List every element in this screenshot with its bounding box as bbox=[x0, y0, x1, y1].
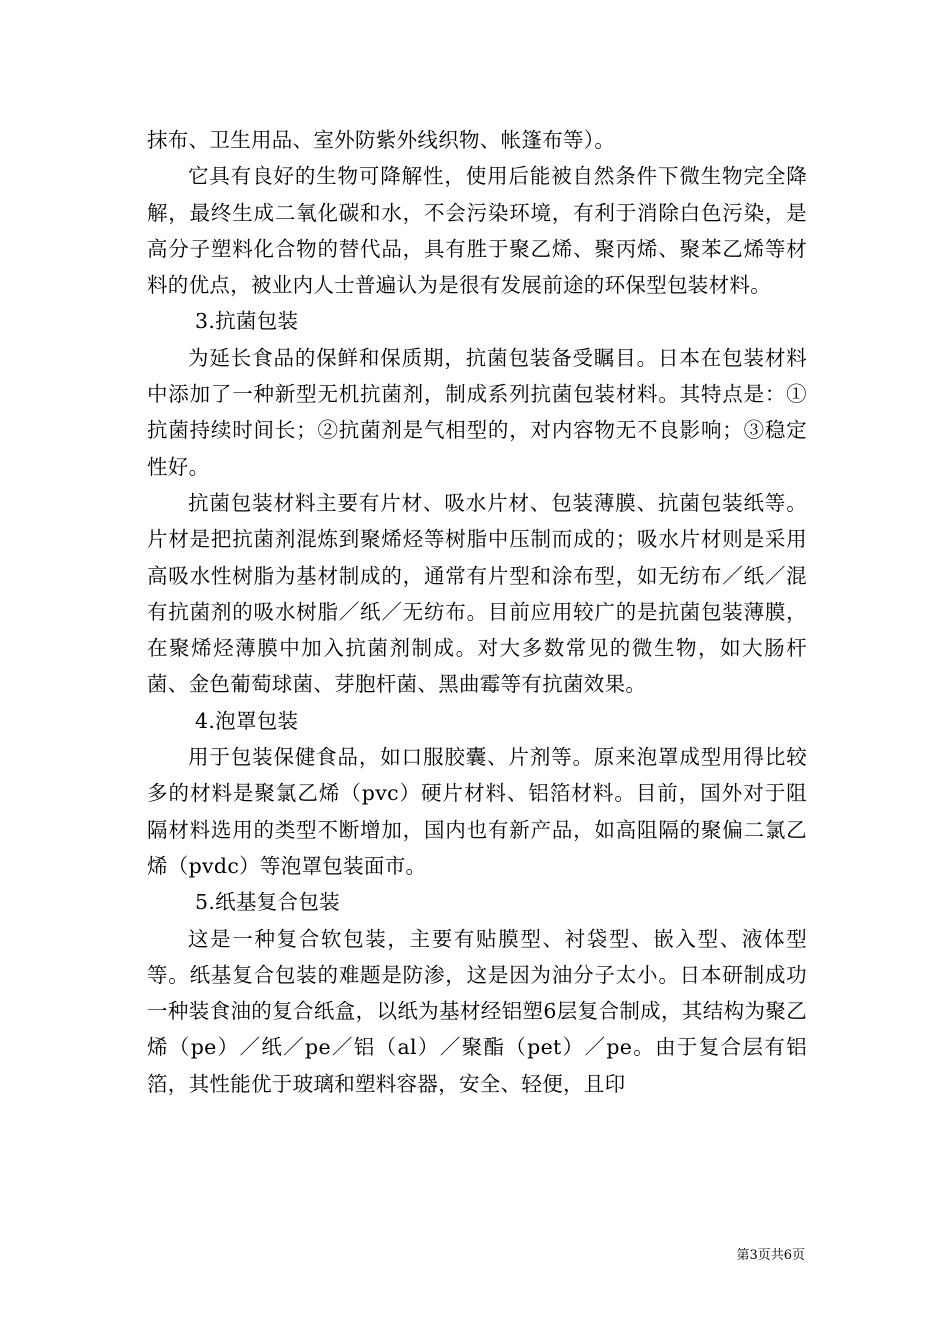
page-number-footer: 第3页共6页 bbox=[736, 1248, 805, 1263]
section-heading-antibacterial: 3.抗菌包装 bbox=[195, 309, 299, 334]
paragraph-antibacterial-intro: 为延长食品的保鲜和保质期，抗菌包装备受瞩目。日本在包装材料中添加了一种新型无机抗菌剂，制成系列抗菌包装材料。其特点是：①抗菌持续时间长；②抗菌剂是气相型的，对内容物无不良影响；③稳定性好。 bbox=[147, 345, 807, 479]
paragraph-continuation: 抹布、卫生用品、室外防紫外线织物、帐篷布等）。 bbox=[147, 128, 616, 152]
paragraph-paper-composite: 这是一种复合软包装，主要有贴膜型、衬袋型、嵌入型、液体型等。纸基复合包装的难题是防渗，这是因为油分子太小。日本研制成功一种装食油的复合纸盒，以纸为基材经铝塑6层复合制成，其结构为聚乙烯（pe）／纸／pe／铝（al）／聚酯（pet）／pe。由于复合层有铝箔，其性能优于玻璃和塑料容器，安全、轻便，且印 bbox=[147, 926, 807, 1096]
paragraph-antibacterial-materials: 抗菌包装材料主要有片材、吸水片材、包装薄膜、抗菌包装纸等。片材是把抗菌剂混炼到聚烯烃等树脂中压制而成的；吸水片材则是采用高吸水性树脂为基材制成的，通常有片型和涂布型，如无纺布／纸／混有抗菌剂的吸水树脂／纸／无纺布。目前应用较广的是抗菌包装薄膜，在聚烯烃薄膜中加入抗菌剂制成。对大多数常见的微生物，如大肠杆菌、金色葡萄球菌、芽胞杆菌、黑曲霉等有抗菌效果。 bbox=[147, 490, 807, 697]
section-heading-paper-composite: 5.纸基复合包装 bbox=[195, 890, 340, 915]
section-heading-blister: 4.泡罩包装 bbox=[195, 708, 299, 733]
paragraph-biodegradable: 它具有良好的生物可降解性，使用后能被自然条件下微生物完全降解，最终生成二氧化碳和水，不会污染环境，有利于消除白色污染，是高分子塑料化合物的替代品，具有胜于聚乙烯、聚丙烯、聚苯乙烯等材料的优点，被业内人士普遍认为是很有发展前途的环保型包装材料。 bbox=[147, 164, 807, 298]
document-body bbox=[147, 122, 807, 1102]
paragraph-blister: 用于包装保健食品，如口服胶囊、片剂等。原来泡罩成型用得比较多的材料是聚氯乙烯（pvc）硬片材料、铝箔材料。目前，国外对于阻隔材料选用的类型不断增加，国内也有新产品，如高阻隔的聚偏二氯乙烯（pvdc）等泡罩包装面市。 bbox=[147, 745, 807, 878]
